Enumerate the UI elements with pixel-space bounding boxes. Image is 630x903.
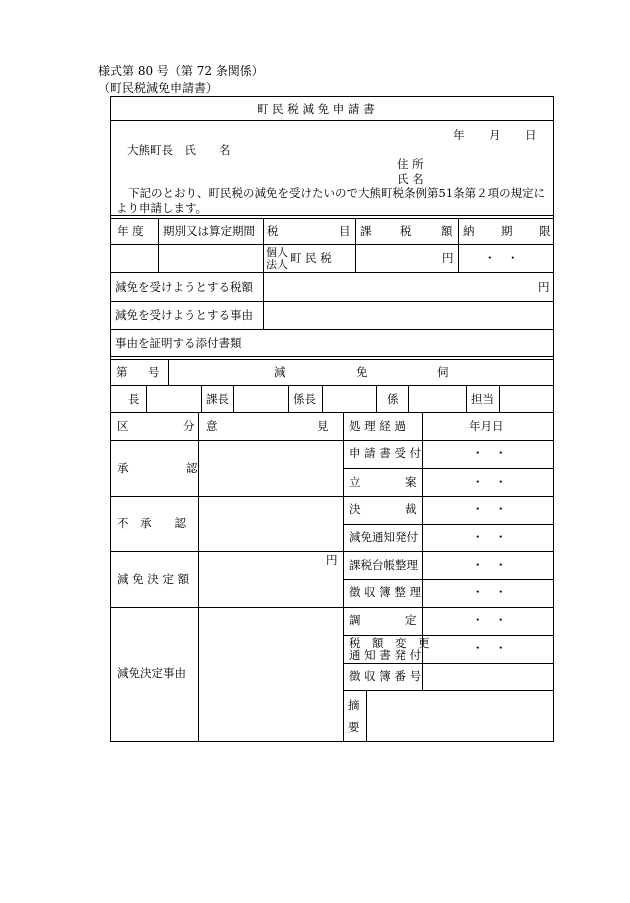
decided-amount-yen: 円	[326, 553, 338, 567]
col-opinion-left: 意	[206, 419, 218, 433]
role-in-charge: 担当	[471, 392, 494, 406]
date-dots-notice: ・ ・	[472, 530, 507, 544]
step-adjust-left: 調	[349, 613, 361, 627]
address-label: 住 所	[397, 157, 424, 171]
date-year-label: 年	[453, 128, 465, 142]
col-amount-right: 額	[441, 224, 453, 238]
deadline-date-dots: ・ ・	[484, 251, 519, 265]
col-amount-left: 課	[360, 224, 372, 238]
col-process: 処 理 経 過	[349, 419, 406, 433]
date-dots-change-notice: ・ ・	[472, 641, 507, 655]
step-decision-left: 決	[349, 502, 361, 516]
date-dots-decision: ・ ・	[472, 502, 507, 516]
col-deadline-mid: 期	[501, 224, 513, 238]
reduction-reason-label: 減免を受けようとする事由	[115, 308, 253, 322]
reduction-amount-label: 減免を受けようとする税額	[115, 280, 253, 294]
name-label: 氏 名	[397, 172, 424, 186]
amount-yen: 円	[442, 251, 454, 265]
decided-reason-label: 減免決定事由	[117, 666, 186, 680]
step-draft-right: 案	[405, 475, 417, 489]
application-form	[110, 96, 554, 742]
reduction-amount-yen: 円	[538, 280, 550, 294]
step-decision-right: 裁	[405, 502, 417, 516]
date-dots-receipt: ・ ・	[472, 446, 507, 460]
step-adjust-right: 定	[405, 613, 417, 627]
step-ledger: 課税台帳整理	[349, 558, 418, 572]
remarks-label-2: 要	[348, 720, 360, 734]
decided-amount-label: 減 免 決 定 額	[117, 572, 190, 586]
date-dots-collection-ledger: ・ ・	[472, 585, 507, 599]
form-number: 様式第 80 号（第 72 条関係）	[98, 64, 264, 78]
col-period: 期別又は算定期間	[163, 224, 255, 238]
date-dots-ledger: ・ ・	[472, 558, 507, 572]
step-receipt: 申 請 書 受 付	[349, 446, 422, 460]
approval-heading-3: 伺	[437, 365, 449, 379]
role-chief: 長	[128, 392, 140, 406]
col-deadline-left: 納	[463, 224, 475, 238]
tax-name: 町 民 税	[290, 251, 332, 265]
corporate-label: 法人	[266, 258, 288, 271]
individual-label: 個人	[266, 246, 288, 259]
date-dots-draft: ・ ・	[472, 475, 507, 489]
role-staff: 係	[387, 392, 399, 406]
approval-heading-1: 減	[274, 365, 286, 379]
attached-documents-label: 事由を証明する添付書類	[115, 336, 242, 350]
col-deadline-right: 限	[539, 224, 551, 238]
col-item-left: 税	[267, 224, 279, 238]
approval-number-left: 第	[116, 365, 128, 379]
step-change-notice-2: 通 知 書 発 付	[349, 648, 422, 662]
col-date: 年月日	[469, 419, 504, 433]
col-division-left: 区	[117, 419, 129, 433]
form-subtitle: （町民税減免申請書）	[98, 81, 219, 95]
approval-heading-2: 免	[356, 365, 368, 379]
statement-line2: より申請します。	[116, 201, 208, 215]
remarks-label-1: 摘	[348, 698, 360, 712]
step-collection-number: 徴 収 簿 番 号	[349, 669, 422, 683]
col-division-right: 分	[183, 419, 195, 433]
disapprove-label: 不 承 認	[117, 516, 186, 530]
addressee: 大熊町長 氏 名	[127, 143, 231, 157]
step-draft-left: 立	[349, 475, 361, 489]
date-month-label: 月	[489, 128, 501, 142]
col-item-right: 目	[339, 224, 351, 238]
col-opinion-right: 見	[317, 419, 329, 433]
col-amount-mid: 税	[400, 224, 412, 238]
date-day-label: 日	[525, 128, 537, 142]
statement-line1: 下記のとおり、町民税の減免を受けたいので大熊町税条例第51条第２項の規定に	[128, 186, 546, 200]
role-section-chief: 課長	[206, 392, 229, 406]
approve-label: 承 認	[117, 461, 198, 475]
role-subsection-chief: 係長	[293, 392, 316, 406]
step-change-notice-1: 税 額 変 更	[349, 636, 430, 650]
step-collection-ledger: 徴 収 簿 整 理	[349, 585, 422, 599]
col-year: 年 度	[117, 224, 144, 238]
step-notice: 減免通知発付	[349, 530, 418, 544]
approval-number-right: 号	[148, 365, 160, 379]
date-dots-adjust: ・ ・	[472, 613, 507, 627]
form-title: 町 民 税 減 免 申 請 書	[257, 102, 375, 116]
